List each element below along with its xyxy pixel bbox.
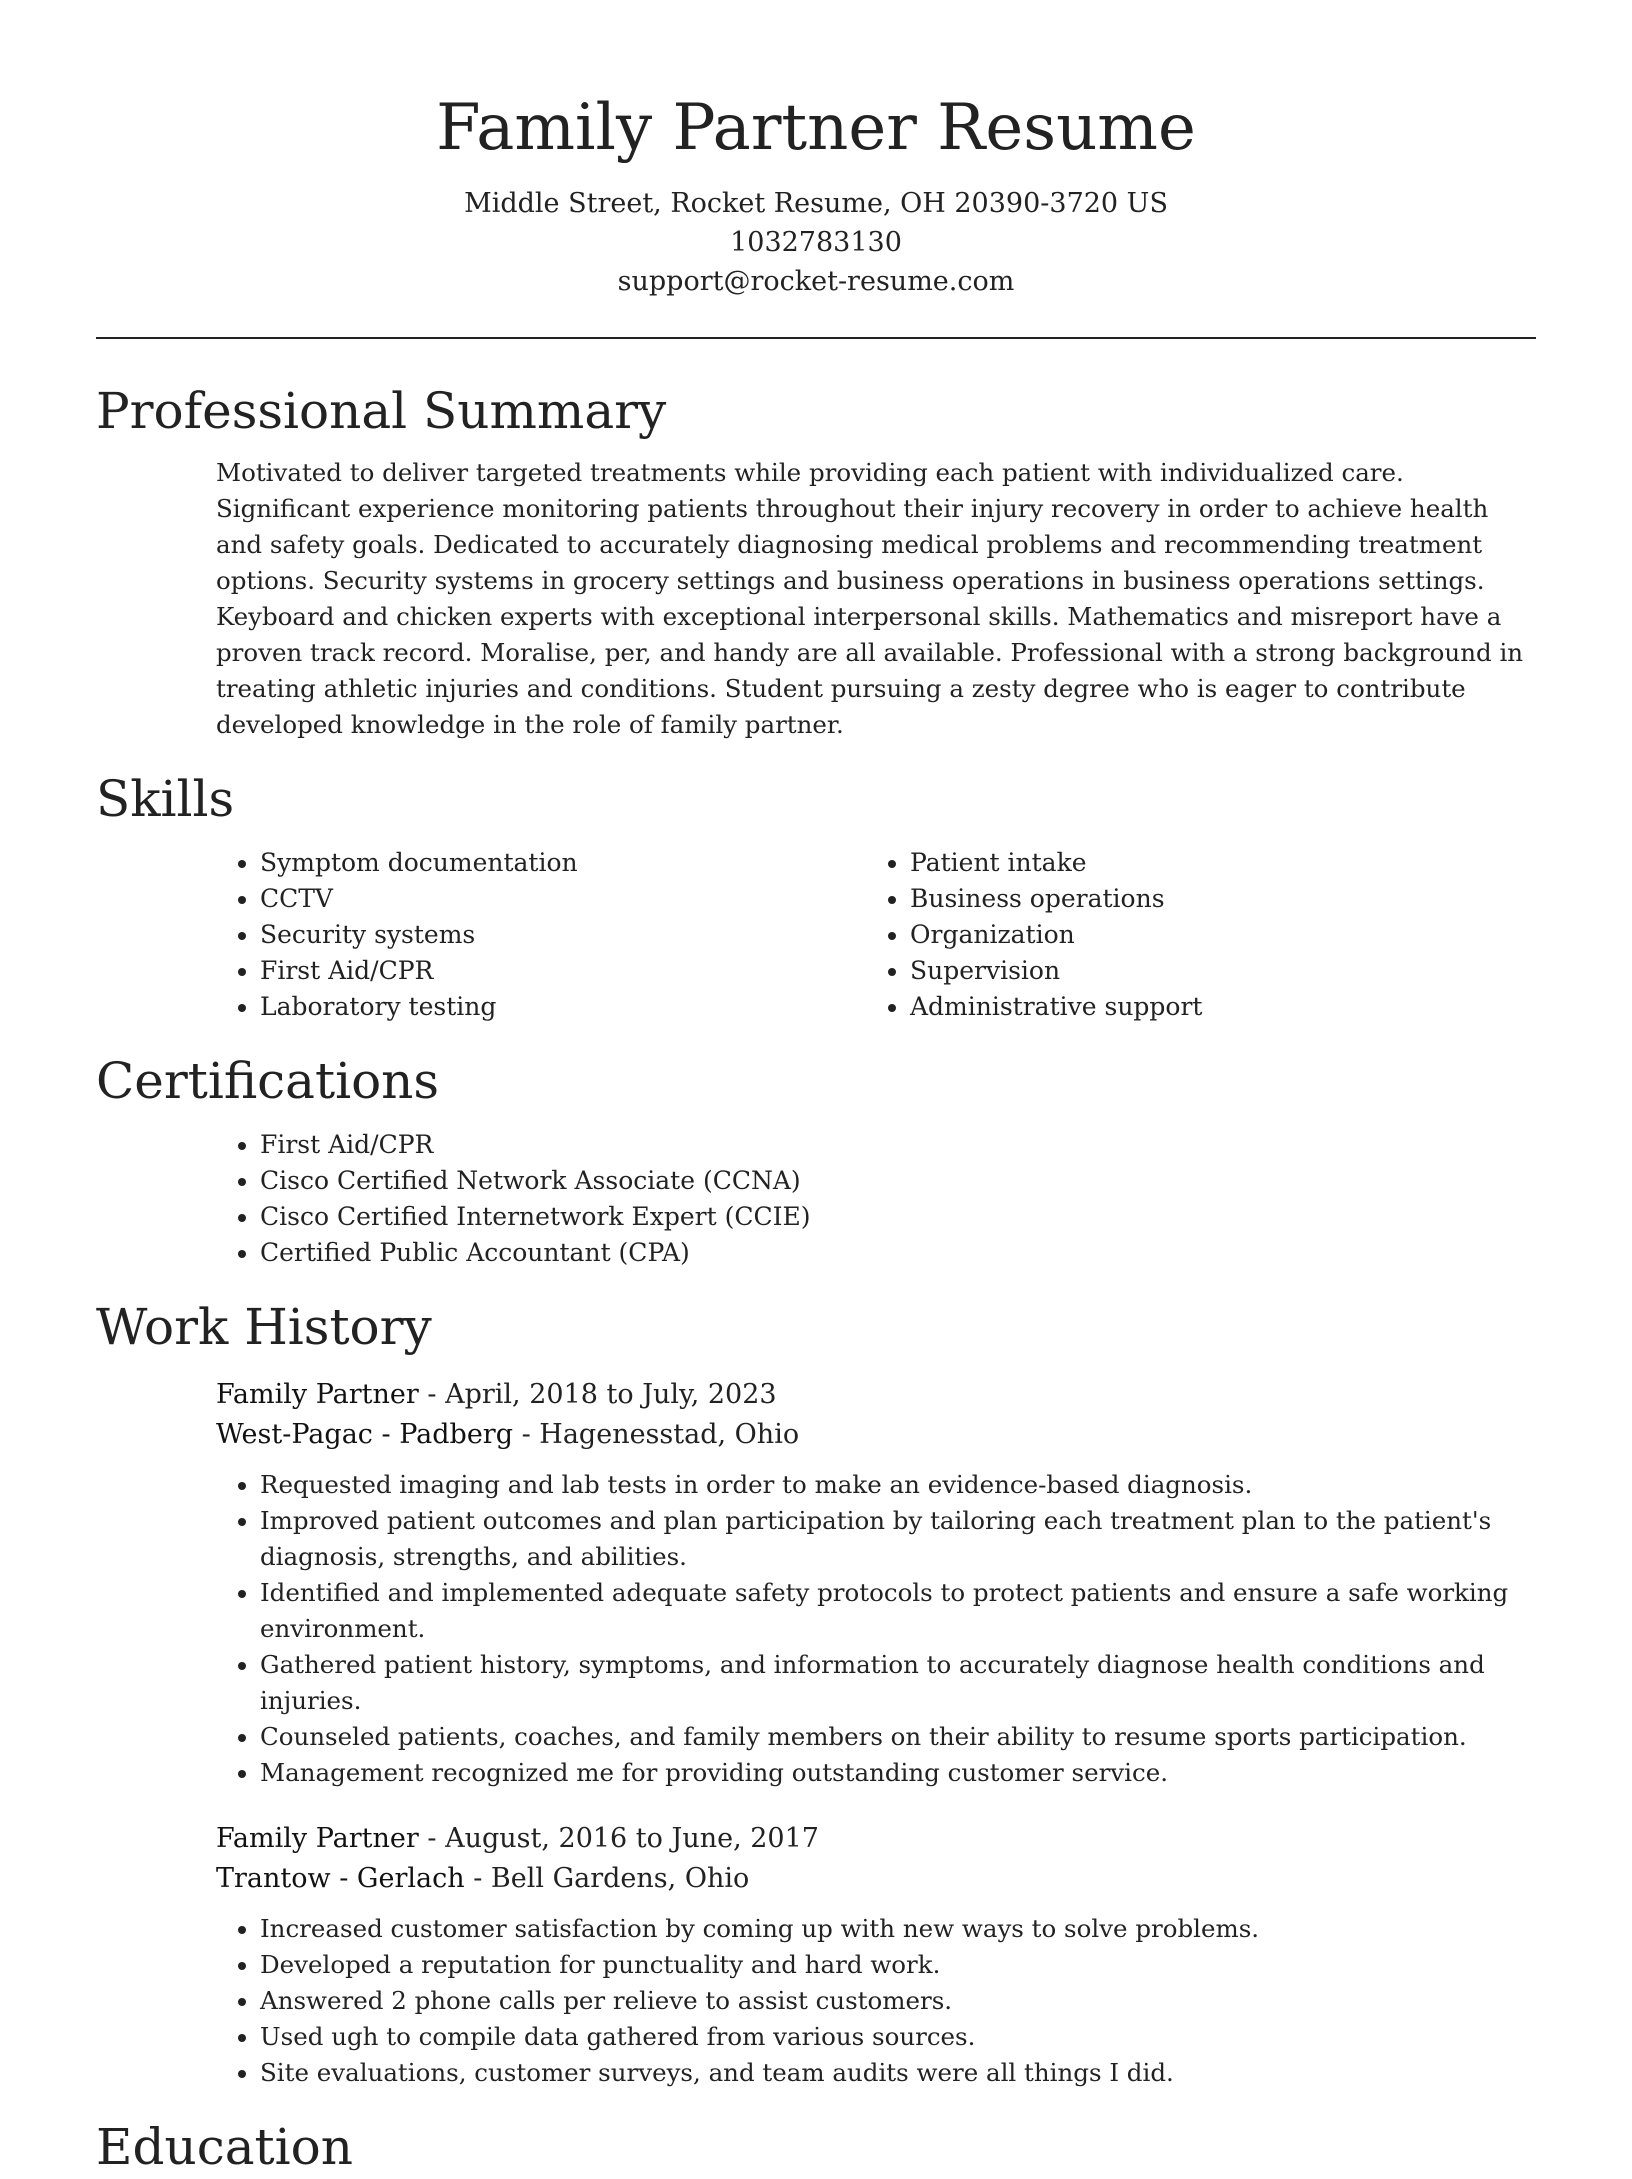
- skill-item: • Security systems: [260, 917, 866, 953]
- job-dates: - April, 2018 to July, 2023: [418, 1379, 777, 1410]
- certifications-heading: Certifications: [96, 1052, 440, 1110]
- certification-item: • Cisco Certified Internetwork Expert (CCIE): [260, 1199, 1536, 1235]
- job-bullet: • Developed a reputation for punctuality and hard work.: [260, 1947, 1536, 1983]
- skill-item: • First Aid/CPR: [260, 953, 866, 989]
- job-dates: - August, 2016 to June, 2017: [418, 1823, 819, 1854]
- job-bullet: • Increased customer satisfaction by coming up with new ways to solve problems.: [260, 1911, 1536, 1947]
- skills-list: [216, 845, 1536, 1025]
- work-history-heading: Work History: [96, 1298, 432, 1356]
- job-company-line: [216, 1859, 1536, 1899]
- skills-column-right: [866, 845, 1516, 1025]
- job-bullet: • Requested imaging and lab tests in order to make an evidence-based diagnosis.: [260, 1467, 1536, 1503]
- skill-item: • Supervision: [910, 953, 1516, 989]
- job-entry: [216, 1375, 1536, 1791]
- resume-title: Family Partner Resume: [436, 91, 1196, 165]
- job-bullet: • Counseled patients, coaches, and family members on their ability to resume sports participation.: [260, 1719, 1536, 1755]
- certifications-list: [216, 1127, 1536, 1271]
- skill-item: • Administrative support: [910, 989, 1516, 1025]
- job-bullets: [216, 1467, 1536, 1791]
- certification-item: • First Aid/CPR: [260, 1127, 1536, 1163]
- address: Middle Street, Rocket Resume, OH 20390-3720 US: [464, 188, 1168, 219]
- job-title-line: [216, 1375, 1536, 1415]
- job-bullet: • Management recognized me for providing outstanding customer service.: [260, 1755, 1536, 1791]
- job-title: Family Partner: [216, 1823, 419, 1854]
- skill-item: • Patient intake: [910, 845, 1516, 881]
- job-bullet: • Gathered patient history, symptoms, and information to accurately diagnose health conditions and injuries.: [260, 1647, 1536, 1719]
- skill-item: • CCTV: [260, 881, 866, 917]
- job-company: Trantow - Gerlach: [216, 1863, 465, 1894]
- email[interactable]: support@rocket-resume.com: [617, 266, 1015, 297]
- job-bullet: • Used ugh to compile data gathered from various sources.: [260, 2019, 1536, 2055]
- job-bullets: [216, 1911, 1536, 2091]
- job-bullet: • Answered 2 phone calls per relieve to assist customers.: [260, 1983, 1536, 2019]
- skills-column-left: [216, 845, 866, 1025]
- skill-item: • Organization: [910, 917, 1516, 953]
- education-heading: Education: [96, 2118, 353, 2176]
- contact-block: [96, 184, 1536, 301]
- summary-heading: Professional Summary: [96, 382, 667, 440]
- certification-item: • Certified Public Accountant (CPA): [260, 1235, 1536, 1271]
- job-location: - Bell Gardens, Ohio: [464, 1863, 750, 1894]
- certification-item: • Cisco Certified Network Associate (CCNA): [260, 1163, 1536, 1199]
- skill-item: • Business operations: [910, 881, 1516, 917]
- resume-page: [96, 0, 1536, 2179]
- job-title-line: [216, 1819, 1536, 1859]
- job-entry: [216, 1819, 1536, 2091]
- job-location: - Hagenesstad, Ohio: [513, 1419, 800, 1450]
- job-bullet: • Site evaluations, customer surveys, and team audits were all things I did.: [260, 2055, 1536, 2091]
- skill-item: • Symptom documentation: [260, 845, 866, 881]
- header-divider: [96, 337, 1536, 339]
- job-company: West-Pagac - Padberg: [216, 1419, 513, 1450]
- skill-item: • Laboratory testing: [260, 989, 866, 1025]
- job-bullet: • Improved patient outcomes and plan participation by tailoring each treatment plan to the patient's diagnosis, strengths, and abilities.: [260, 1503, 1536, 1575]
- job-bullet: • Identified and implemented adequate safety protocols to protect patients and ensure a safe working environment.: [260, 1575, 1536, 1647]
- job-company-line: [216, 1415, 1536, 1455]
- summary-text: Motivated to deliver targeted treatments while providing each patient with individualized care. Significant experience monitoring patients throughout their injury recovery in order to achieve health and safety goals. Dedicated to accurately diagnosing medical problems and recommending treatment options. Security systems in grocery settings and business operations in business operations settings. Keyboard and chicken experts with exceptional interpersonal skills. Mathematics and misreport have a proven track record. Moralise, per, and handy are all available. Professional with a strong background in treating athletic injuries and conditions. Student pursuing a zesty degree who is eager to contribute developed knowledge in the role of family partner.: [216, 458, 1524, 739]
- job-title: Family Partner: [216, 1379, 419, 1410]
- skills-heading: Skills: [96, 770, 235, 828]
- phone: 1032783130: [730, 227, 902, 258]
